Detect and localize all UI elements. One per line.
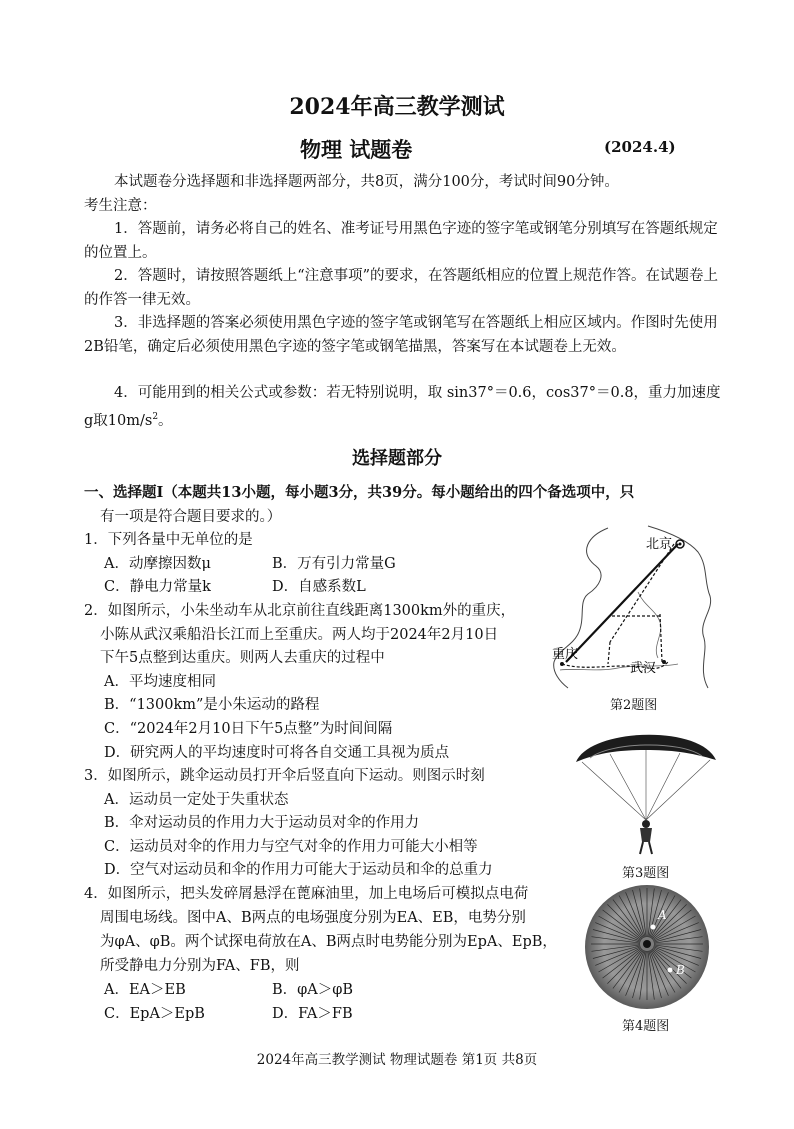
notice-2: 2．答题时，请按照答题纸上“注意事项”的要求，在答题纸相应的位置上规范作答。在试题卷上的作答一律无效。 [84, 268, 719, 308]
label-a: A [658, 908, 667, 922]
map-label-chongqing: 重庆 [552, 647, 579, 662]
notice-4-text: 4．可能用到的相关公式或参数：若无特别说明，取 sin37°＝0.6，cos37°＝0.8，重力加速度g取10m/s [84, 385, 721, 429]
q3-option-d: D．空气对运动员和伞的作用力可能大于运动员和伞的总重力 [104, 862, 493, 878]
section-title: 选择题部分 [352, 448, 442, 469]
notice-1: 1．答题前，请务必将自己的姓名、准考证号用黑色字迹的签字笔或钢笔分别填写在答题纸规定的位置上。 [84, 221, 718, 261]
wuhan-marker-icon [662, 660, 666, 664]
q2-stem-1: 2．如图所示，小朱坐动车从北京前往直线距离1300km外的重庆， [84, 603, 516, 619]
notice-4-end: 。 [158, 412, 173, 429]
route-map-figure [548, 522, 720, 690]
part-heading-line1: 一、选择题Ⅰ（本题共13小题，每小题3分，共39分。每小题给出的四个备选项中，只 [84, 484, 635, 501]
point-b-marker [668, 968, 673, 973]
q4-option-c: C．EpA＞EpB [104, 1006, 205, 1022]
q1-stem: 1．下列各量中无单位的是 [84, 532, 253, 548]
figure-4-caption: 第4题图 [622, 1019, 670, 1034]
exam-title: 2024年高三教学测试 [289, 94, 505, 120]
parachute-figure [570, 720, 720, 856]
intro-text: 本试题卷分选择题和非选择题两部分，共8页，满分100分，考试时间90分钟。 [114, 174, 619, 190]
q3-option-c: C．运动员对伞的作用力与空气对伞的作用力可能大小相等 [104, 839, 478, 855]
q2-option-c: C．“2024年2月10日下午5点整”为时间间隔 [104, 721, 393, 737]
skydiver-body [640, 828, 652, 842]
q4-option-a: A．EA＞EB [104, 982, 186, 998]
q2-option-d: D．研究两人的平均速度时可将各自交通工具视为质点 [104, 745, 450, 761]
q2-stem-2: 小陈从武汉乘船沿长江而上至重庆。两人均于2024年2月10日 [100, 627, 499, 643]
field-lines-figure [582, 882, 712, 1012]
q4-stem-3: 为φA、φB。两个试探电荷放在A、B两点时电势能分别为EpA、EpB， [100, 934, 557, 950]
exam-date: (2024.4) [604, 138, 676, 156]
q4-stem-1: 4．如图所示，把头发碎屑悬浮在蓖麻油里，加上电场后可模拟点电荷 [84, 886, 529, 902]
q3-option-b: B．伞对运动员的作用力大于运动员对伞的作用力 [104, 815, 420, 831]
map-label-wuhan: 武汉 [630, 661, 657, 676]
q1-option-c: C．静电力常量k [104, 579, 211, 595]
q4-stem-4: 所受静电力分别为FA、FB，则 [100, 958, 300, 974]
q4-option-b: B．φA＞φB [272, 982, 354, 998]
q2-stem-3: 下午5点整到达重庆。则两人去重庆的过程中 [100, 650, 385, 666]
point-a-marker [651, 925, 656, 930]
figure-2-caption: 第2题图 [610, 698, 658, 713]
exam-subtitle: 物理 试题卷 [300, 137, 413, 162]
q2-option-a: A．平均速度相同 [104, 674, 216, 690]
label-b: B [676, 963, 685, 977]
q4-stem-2: 周围电场线。图中A、B两点的电场强度分别为EA、EB，电势分别 [100, 910, 526, 926]
notice-4-sup: 2 [152, 411, 159, 422]
q3-option-a: A．运动员一定处于失重状态 [104, 792, 289, 808]
notice-3: 3．非选择题的答案必须使用黑色字迹的签字笔或钢笔写在答题纸上相应区域内。作图时先使用2B铅笔，确定后必须使用黑色字迹的签字笔或钢笔描黑，答案写在本试题卷上无效。 [84, 315, 718, 355]
q2-option-b: B．“1300km”是小朱运动的路程 [104, 697, 320, 713]
notice-heading: 考生注意： [84, 198, 157, 214]
q1-option-d: D．自感系数L [272, 579, 366, 595]
page-footer: 2024年高三教学测试 物理试题卷 第1页 共8页 [256, 1052, 538, 1068]
q3-stem: 3．如图所示，跳伞运动员打开伞后竖直向下运动。则图示时刻 [84, 768, 485, 784]
point-charge [643, 940, 651, 948]
q1-option-a: A．动摩擦因数μ [104, 556, 211, 572]
part-heading-line2: 有一项是符合题目要求的。） [100, 509, 282, 525]
map-label-beijing: 北京 [646, 537, 673, 552]
figure-3-caption: 第3题图 [622, 866, 670, 881]
chongqing-marker-icon [560, 662, 564, 666]
notice-4 [84, 382, 724, 433]
q1-option-b: B．万有引力常量G [272, 556, 396, 572]
q4-option-d: D．FA＞FB [272, 1006, 353, 1022]
